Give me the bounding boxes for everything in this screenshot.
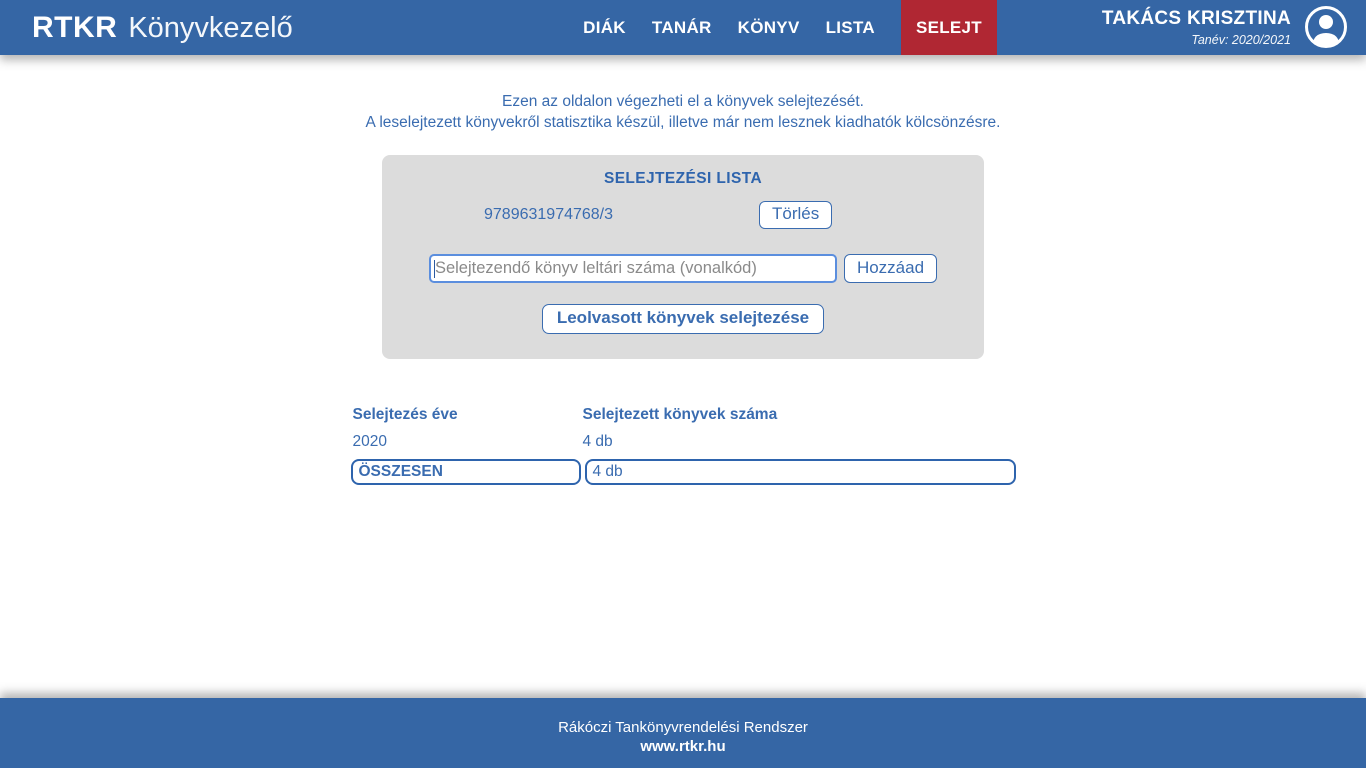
scrap-books-submit-button[interactable]: Leolvasott könyvek selejtezése [542,304,824,334]
barcode-input-wrap [429,254,837,283]
stats-total-count: 4 db [585,459,1016,485]
nav-item-konyv[interactable]: KÖNYV [737,17,800,37]
submit-row [382,304,984,334]
delete-item-button[interactable]: Törlés [759,201,832,229]
stats-data-row [351,433,1016,451]
stats-count-value: 4 db [582,433,613,450]
brand-abbr: RTKR [32,10,118,44]
stats-total-label: ÖSSZESEN [351,459,581,485]
nav-item-selejt[interactable]: SELEJT [901,0,997,55]
intro-line-2: A leselejtezett könyvekről statisztika készül, illetve már nem lesznek kiadhatók kölcsönzésre. [365,114,1001,131]
user-info [1102,8,1291,47]
intro-line-1: Ezen az oldalon végezheti el a könyvek selejtezését. [502,93,864,110]
school-year-label: Tanév: 2020/2021 [1191,32,1291,47]
brand-name: Könyvkezelő [128,11,293,44]
footer-website-link[interactable]: www.rtkr.hu [640,738,726,755]
user-avatar-icon[interactable] [1304,5,1348,49]
main-nav [583,0,997,55]
stats-header-row [351,406,1016,424]
nav-item-diak[interactable]: DIÁK [583,17,626,37]
panel-title: SELEJTEZÉSI LISTA [603,170,763,187]
stats-col-year-header: Selejtezés éve [352,406,458,423]
main-content [0,55,1366,698]
user-name: TAKÁCS KRISZTINA [1101,8,1291,29]
app-footer [0,698,1366,768]
barcode-input-row [382,254,984,283]
app-logo[interactable] [32,11,293,45]
barcode-input[interactable] [429,254,837,283]
stats-col-count-header: Selejtezett könyvek száma [582,406,778,423]
page-intro [0,91,1366,133]
footer-system-name: Rákóczi Tankönyvrendelési Rendszer [558,719,808,736]
app-header [0,0,1366,55]
nav-item-tanar[interactable]: TANÁR [651,17,712,37]
stats-total-row [351,459,1016,485]
text-caret [434,260,436,278]
scrap-list-panel [382,155,984,359]
book-barcode-value: 9789631974768/3 [484,206,614,223]
scrap-statistics-table [351,406,1016,485]
add-barcode-button[interactable]: Hozzáad [844,254,937,283]
scrap-list-item [382,201,984,229]
nav-item-lista[interactable]: LISTA [825,17,875,37]
stats-year-value: 2020 [352,433,387,450]
